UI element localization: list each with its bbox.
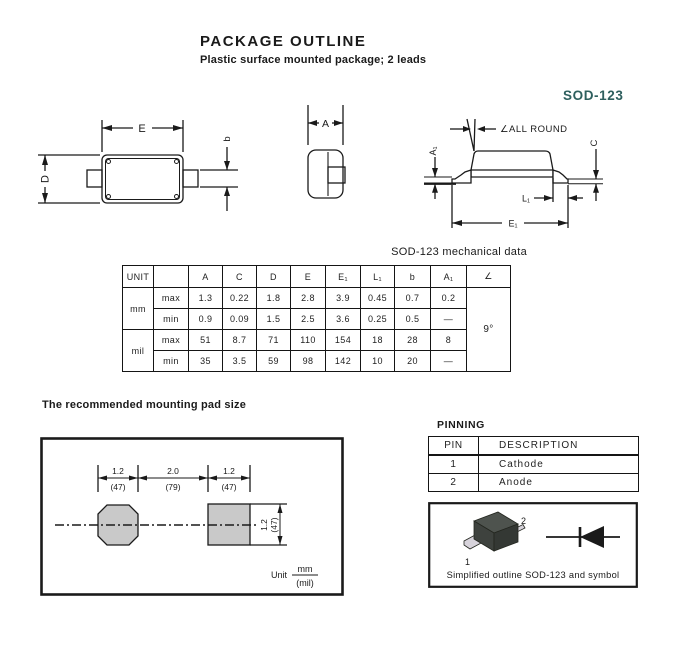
page-title: PACKAGE OUTLINE: [200, 33, 367, 50]
dim-label-D: D: [39, 175, 52, 183]
mech-header-cell: C: [223, 266, 257, 288]
value-cell: 2.5: [291, 309, 326, 330]
unit-denominator: (mil): [296, 578, 314, 588]
dim-label-A1: A₁: [428, 146, 438, 156]
mechanical-data-table: [122, 265, 511, 372]
package-name-label: SOD-123: [563, 88, 624, 103]
value-cell: 0.45: [361, 288, 395, 309]
mech-header-cell: [154, 266, 189, 288]
package-3d-icon: [464, 512, 525, 551]
limit-cell: max: [154, 288, 189, 309]
value-cell: 3.5: [223, 351, 257, 372]
mech-header-cell: b: [395, 266, 431, 288]
value-cell: —: [431, 351, 467, 372]
pin1-label: 1: [465, 557, 471, 567]
description-header-cell: DESCRIPTION: [479, 437, 639, 456]
mech-header-cell: D: [257, 266, 291, 288]
body-inner-outline: [106, 159, 180, 200]
pinning-header-row: [429, 437, 639, 456]
unit-note: [271, 564, 318, 588]
value-cell: 3.6: [326, 309, 361, 330]
dim-D: [38, 155, 100, 203]
value-cell: —: [431, 309, 467, 330]
limit-cell: max: [154, 330, 189, 351]
value-cell: 10: [361, 351, 395, 372]
pad-dim-mid-mil: (79): [165, 482, 181, 492]
dim-A1: [428, 146, 438, 199]
value-cell: 0.25: [361, 309, 395, 330]
mech-row: [123, 309, 511, 330]
unit-numerator: mm: [297, 564, 313, 574]
value-cell: 110: [291, 330, 326, 351]
dim-E: [102, 120, 183, 152]
pin-description-cell: Anode: [479, 474, 639, 492]
mech-row: [123, 330, 511, 351]
value-cell: 20: [395, 351, 431, 372]
pin-number-cell: 1: [429, 455, 479, 474]
pinning-row: [429, 474, 639, 492]
value-cell: 0.2: [431, 288, 467, 309]
all-round-angle-note: [450, 119, 568, 151]
mech-header-cell: A₁: [431, 266, 467, 288]
dim-label-C: C: [589, 139, 600, 147]
mech-header-cell: E: [291, 266, 326, 288]
unit-cell: mil: [123, 330, 154, 372]
value-cell: 0.22: [223, 288, 257, 309]
dim-E1: [452, 185, 568, 229]
pad-dim-right-mm: 1.2: [223, 466, 235, 476]
dim-b: [200, 136, 238, 211]
value-cell: 2.8: [291, 288, 326, 309]
value-cell: 71: [257, 330, 291, 351]
dim-label-b: b: [222, 136, 233, 142]
unit-cell: mm: [123, 288, 154, 330]
mech-header-cell: ∠: [467, 266, 511, 288]
page-subtitle: Plastic surface mounted package; 2 leads: [200, 54, 427, 66]
side-right-lead: [553, 170, 568, 183]
value-cell: 3.9: [326, 288, 361, 309]
angle-value-cell: 9°: [467, 288, 511, 372]
value-cell: 8: [431, 330, 467, 351]
dim-L1: [522, 178, 583, 204]
side-left-lead: [452, 170, 471, 183]
outline-caption: Simplified outline SOD-123 and symbol: [446, 570, 620, 580]
pin2-label: 2: [521, 516, 527, 526]
pin-number-cell: 2: [429, 474, 479, 492]
value-cell: 0.09: [223, 309, 257, 330]
dim-A: [308, 105, 343, 145]
dim-label-E: E: [138, 123, 146, 135]
pinning-title: PINNING: [437, 419, 485, 431]
limit-cell: min: [154, 309, 189, 330]
value-cell: 98: [291, 351, 326, 372]
value-cell: 0.9: [189, 309, 223, 330]
package-drawings: [30, 95, 640, 245]
dim-C: [568, 139, 603, 201]
pad-dim-left-mm: 1.2: [112, 466, 124, 476]
value-cell: 1.5: [257, 309, 291, 330]
pad-dim-mid-mm: 2.0: [167, 466, 179, 476]
value-cell: 8.7: [223, 330, 257, 351]
mech-header-row: [123, 266, 511, 288]
value-cell: 59: [257, 351, 291, 372]
value-cell: 51: [189, 330, 223, 351]
pinning-row: [429, 455, 639, 474]
mech-row: [123, 351, 511, 372]
value-cell: 0.5: [395, 309, 431, 330]
limit-cell: min: [154, 351, 189, 372]
mech-row: [123, 288, 511, 309]
left-lead: [87, 170, 102, 187]
value-cell: 35: [189, 351, 223, 372]
mech-table-caption: SOD-123 mechanical data: [391, 246, 527, 258]
side-view-drawing: [424, 119, 603, 229]
top-view-drawing: [38, 120, 238, 211]
side-body-outline: [471, 151, 553, 177]
dim-label-L1: L₁: [521, 193, 531, 204]
dim-label-A: A: [321, 118, 330, 130]
value-cell: 142: [326, 351, 361, 372]
mounting-pad-title: The recommended mounting pad size: [42, 399, 247, 411]
right-lead: [183, 170, 198, 187]
mech-header-cell: A: [189, 266, 223, 288]
unit-label: Unit: [271, 570, 288, 580]
body-outline: [102, 155, 183, 203]
pad-dim-right-mil: (47): [221, 482, 237, 492]
all-round-label: ∠ALL ROUND: [500, 124, 568, 135]
diode-symbol: [546, 526, 620, 548]
value-cell: 1.3: [189, 288, 223, 309]
pinning-table: [428, 436, 639, 492]
mech-header-cell: E₁: [326, 266, 361, 288]
pad-dim-left-mil: (47): [110, 482, 126, 492]
pad-dim-side-mil: (47): [269, 517, 279, 533]
value-cell: 154: [326, 330, 361, 351]
pin-description-cell: Cathode: [479, 455, 639, 474]
end-view-drawing: [308, 105, 345, 198]
value-cell: 1.8: [257, 288, 291, 309]
value-cell: 0.7: [395, 288, 431, 309]
end-body-outline: [308, 150, 343, 198]
value-cell: 28: [395, 330, 431, 351]
pad-dim-side-mm: 1.2: [259, 519, 269, 531]
mech-header-cell: UNIT: [123, 266, 154, 288]
pin-header-cell: PIN: [429, 437, 479, 456]
mounting-pad-drawing: [40, 437, 344, 596]
value-cell: 18: [361, 330, 395, 351]
simplified-outline-box: [428, 502, 638, 588]
dim-label-E1: E₁: [508, 218, 518, 229]
mech-header-cell: L₁: [361, 266, 395, 288]
